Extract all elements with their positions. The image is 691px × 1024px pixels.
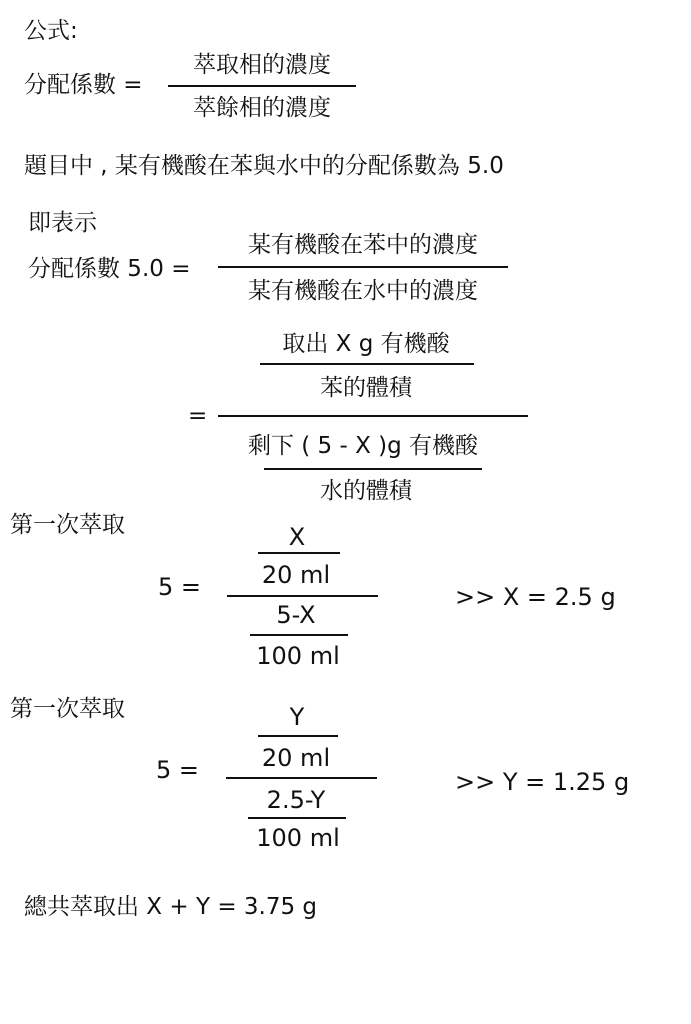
extraction2-top-denominator: 20 ml xyxy=(261,744,331,772)
fraction-bar xyxy=(218,266,508,268)
extraction2-lhs: 5 = xyxy=(156,756,200,784)
fraction-bar xyxy=(260,363,474,365)
formula-numerator: 萃取相的濃度 xyxy=(193,52,331,78)
meaning-denominator: 某有機酸在水中的濃度 xyxy=(248,278,478,304)
extraction2-top-numerator: Y xyxy=(289,703,305,731)
extraction2-result: >> Y = 1.25 g xyxy=(455,768,630,796)
fraction-bar xyxy=(258,735,338,737)
formula-denominator: 萃餘相的濃度 xyxy=(193,95,331,121)
fraction-bar xyxy=(168,85,356,87)
fraction-bar xyxy=(250,634,348,636)
main-fraction-bar xyxy=(227,595,378,597)
total-result: 總共萃取出 X + Y = 3.75 g xyxy=(24,894,318,920)
extraction1-result: >> X = 2.5 g xyxy=(455,583,616,611)
main-fraction-bar xyxy=(218,415,528,417)
expanded-equals: = xyxy=(188,403,208,429)
meaning-lhs: 分配係數 5.0 = xyxy=(28,256,191,282)
meaning-heading: 即表示 xyxy=(28,210,97,236)
extraction1-bottom-numerator: 5-X xyxy=(276,601,316,629)
problem-statement: 題目中 , 某有機酸在苯與水中的分配係數為 5.0 xyxy=(24,153,504,179)
fraction-bar xyxy=(258,552,340,554)
expanded-bottom-denominator: 水的體積 xyxy=(320,478,412,504)
fraction-bar xyxy=(248,817,346,819)
expanded-bottom-numerator: 剩下 ( 5 - X )g 有機酸 xyxy=(247,433,479,459)
meaning-numerator: 某有機酸在苯中的濃度 xyxy=(248,232,478,258)
extraction1-heading: 第一次萃取 xyxy=(10,512,125,538)
extraction2-heading: 第一次萃取 xyxy=(10,696,125,722)
formula-heading: 公式: xyxy=(24,18,78,44)
expanded-top-denominator: 苯的體積 xyxy=(320,375,412,401)
extraction1-top-numerator: X xyxy=(288,523,306,551)
expanded-top-numerator: 取出 X g 有機酸 xyxy=(282,331,450,357)
extraction1-top-denominator: 20 ml xyxy=(261,561,331,589)
extraction1-bottom-denominator: 100 ml xyxy=(256,642,340,670)
extraction2-bottom-numerator: 2.5-Y xyxy=(266,786,326,814)
extraction1-lhs: 5 = xyxy=(158,573,202,601)
main-fraction-bar xyxy=(226,777,377,779)
fraction-bar xyxy=(264,468,482,470)
formula-lhs: 分配係數 = xyxy=(24,72,143,98)
extraction2-bottom-denominator: 100 ml xyxy=(256,824,340,852)
